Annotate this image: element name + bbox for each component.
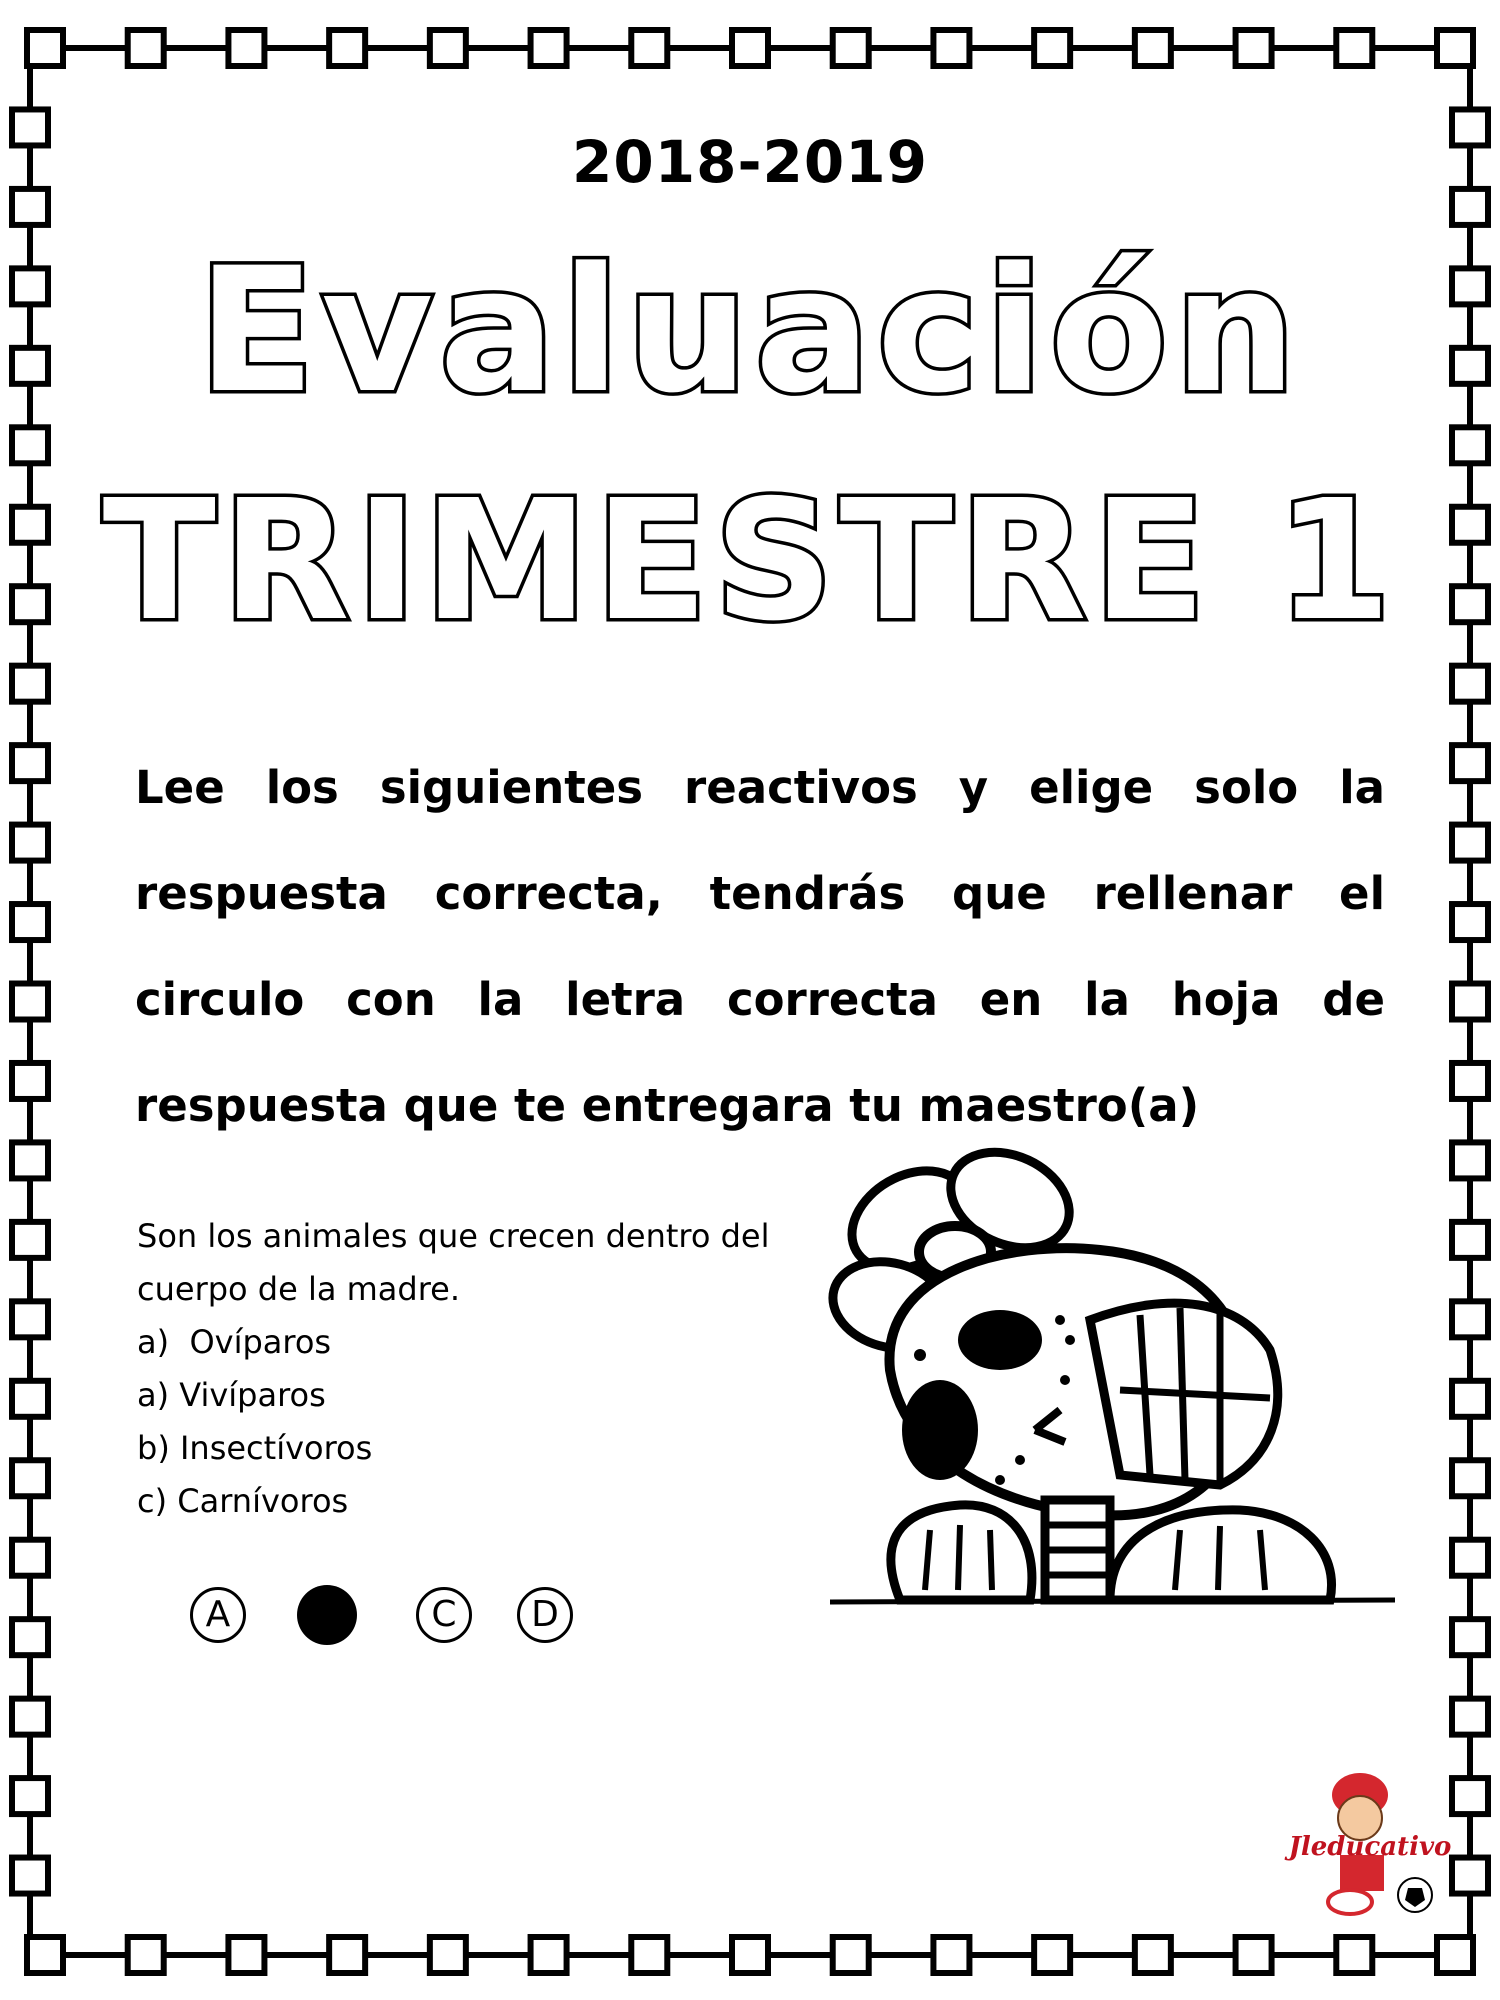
border-square <box>1452 1540 1488 1576</box>
border-square <box>1452 1142 1488 1178</box>
border-square <box>12 1063 48 1099</box>
instructions-text: Lee los siguientes reactivos y elige solo la respuesta correcta, tendrás que rellenar el circulo con la letra correcta en la hoja de respuesta que te entregara tu maestro(a) <box>135 761 1385 1132</box>
border-square <box>12 1858 48 1894</box>
border-square <box>1135 1937 1171 1973</box>
border-square <box>1034 1937 1070 1973</box>
page-title-line-2: TRIMESTRE 1 <box>102 465 1398 658</box>
border-square <box>1452 1699 1488 1735</box>
border-square <box>1452 1619 1488 1655</box>
logo-text: Jleducativo <box>1288 1832 1452 1862</box>
border-square <box>631 30 667 66</box>
border-square <box>12 1699 48 1735</box>
border-square <box>128 1937 164 1973</box>
border-square <box>1437 30 1473 66</box>
border-square <box>1452 904 1488 940</box>
border-square <box>27 30 63 66</box>
option-1: a) Ovíparos <box>137 1323 332 1361</box>
border-square <box>1336 1937 1372 1973</box>
school-year: 2018-2019 <box>572 128 928 196</box>
option-2: a) Vivíparos <box>137 1376 326 1414</box>
answer-bubbles <box>0 1582 700 1652</box>
border-square <box>833 1937 869 1973</box>
border-square <box>12 1778 48 1814</box>
border-square <box>430 1937 466 1973</box>
answer-bubble-b-filled[interactable] <box>297 1585 357 1645</box>
border-square <box>1452 666 1488 702</box>
border-square <box>12 1142 48 1178</box>
border-square <box>128 30 164 66</box>
border-square <box>1452 1222 1488 1258</box>
answer-bubble-c[interactable]: C <box>416 1587 472 1643</box>
question-text: Son los animales que crecen dentro del cuerpo de la madre. <box>137 1217 770 1308</box>
border-square <box>1452 427 1488 463</box>
border-square <box>1452 1063 1488 1099</box>
border-square <box>12 1540 48 1576</box>
border-square <box>329 30 365 66</box>
border-square <box>329 1937 365 1973</box>
question-block <box>137 1210 817 1528</box>
border-square <box>1135 30 1171 66</box>
border-square <box>1236 1937 1272 1973</box>
border-square <box>12 1381 48 1417</box>
jleducativo-logo <box>1280 1760 1460 1920</box>
border-square <box>1452 1460 1488 1496</box>
page-title-line-1: Evaluación <box>197 230 1303 431</box>
border-square <box>1452 1301 1488 1337</box>
border-square <box>12 666 48 702</box>
border-square <box>1452 984 1488 1020</box>
border-square <box>631 1937 667 1973</box>
border-square <box>228 30 264 66</box>
border-square <box>12 904 48 940</box>
border-square <box>228 1937 264 1973</box>
answer-bubble-a[interactable]: A <box>190 1587 246 1643</box>
border-square <box>12 1460 48 1496</box>
border-square <box>732 30 768 66</box>
border-square <box>1236 30 1272 66</box>
border-square <box>12 984 48 1020</box>
border-square <box>1452 1381 1488 1417</box>
border-square <box>12 1301 48 1337</box>
border-square <box>933 30 969 66</box>
border-square <box>1034 30 1070 66</box>
option-4: c) Carnívoros <box>137 1482 349 1520</box>
border-square <box>12 745 48 781</box>
border-square <box>933 1937 969 1973</box>
border-square <box>12 427 48 463</box>
border-square <box>1437 1937 1473 1973</box>
sugar-skull-icon <box>820 1130 1400 1690</box>
border-square <box>27 1937 63 1973</box>
border-square <box>1452 825 1488 861</box>
option-3: b) Insectívoros <box>137 1429 373 1467</box>
border-square <box>1336 30 1372 66</box>
answer-bubble-d[interactable]: D <box>517 1587 573 1643</box>
border-square <box>531 1937 567 1973</box>
border-square <box>1452 745 1488 781</box>
border-square <box>531 30 567 66</box>
border-square <box>12 1222 48 1258</box>
border-square <box>833 30 869 66</box>
border-square <box>732 1937 768 1973</box>
border-square <box>12 825 48 861</box>
border-square <box>430 30 466 66</box>
